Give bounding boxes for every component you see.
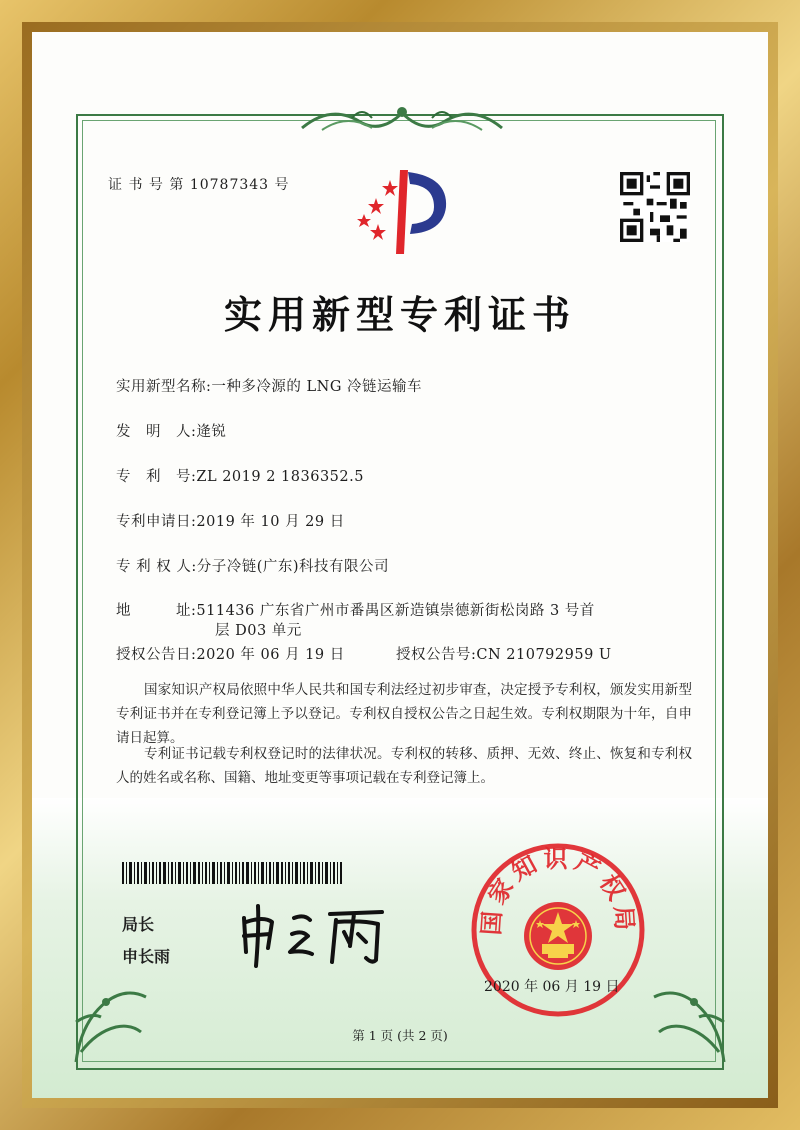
body-paragraph-1: 国家知识产权局依照中华人民共和国专利法经过初步审查，决定授予专利权，颁发实用新型专利证书并在专利登记簿上予以登记。专利权自授权公告之日起生效。专利权期限为十年，自申请日起算。 — [116, 682, 692, 746]
director-name: 申长雨 — [122, 947, 171, 966]
certificate-number-value: 10787343 — [189, 177, 270, 193]
filing-date-row — [116, 510, 345, 531]
grant-number-label: 授权公告号: — [396, 647, 477, 663]
grant-number-value: CN 210792959 U — [476, 647, 612, 663]
grant-number-row — [396, 643, 612, 664]
utility-model-name-value: 一种多冷源的 LNG 冷链运输车 — [211, 379, 423, 395]
seal-text: 国家知识产权局 — [477, 844, 639, 936]
filing-date-label: 专利申请日: — [116, 514, 197, 530]
page-number: 第 1 页 (共 2 页) — [352, 1028, 448, 1043]
patentee-value: 分子冷链(广东)科技有限公司 — [196, 559, 390, 575]
handwritten-signature-icon — [232, 900, 412, 970]
utility-model-name-label: 实用新型名称: — [116, 379, 212, 395]
certificate-title: 实用新型专利证书 — [223, 293, 576, 337]
qr-code-icon — [620, 172, 690, 242]
top-ornament-icon — [292, 98, 512, 138]
director-title: 局长 — [122, 915, 155, 934]
address-line-2: 层 D03 单元 — [215, 623, 302, 639]
certificate-number — [108, 174, 290, 194]
inventor-value: 逄锐 — [196, 424, 227, 440]
filing-date-value: 2019 年 10 月 29 日 — [196, 514, 345, 530]
certificate-number-label: 证 书 号 第 — [108, 177, 185, 193]
certificate-number-suffix: 号 — [274, 177, 290, 193]
grant-date-row — [116, 643, 345, 664]
patent-number-row — [116, 465, 364, 486]
grant-date-value: 2020 年 06 月 19 日 — [196, 647, 345, 663]
seal-date: 2020 年 06 月 19 日 — [484, 979, 620, 995]
cnipa-logo-icon — [338, 162, 458, 262]
patentee-row — [116, 555, 389, 576]
address-line-1: 511436 广东省广州市番禺区新造镇崇德新街松岗路 3 号首 — [196, 603, 595, 619]
address-row — [116, 599, 595, 620]
patentee-label: 专 利 权 人: — [116, 559, 197, 575]
patent-number-value: ZL 2019 2 1836352.5 — [196, 469, 364, 485]
bottom-left-ornament-icon — [66, 962, 156, 1072]
barcode-icon — [122, 862, 342, 884]
inventor-label: 发 明 人: — [116, 424, 197, 440]
grant-date-label: 授权公告日: — [116, 647, 197, 663]
utility-model-name-row — [116, 375, 422, 396]
certificate-paper — [32, 32, 768, 1098]
patent-number-label: 专 利 号: — [116, 469, 197, 485]
bottom-right-ornament-icon — [644, 962, 734, 1072]
body-paragraph-2: 专利证书记载专利权登记时的法律状况。专利权的转移、质押、无效、终止、恢复和专利权人的姓名或名称、国籍、地址变更等事项记载在专利登记簿上。 — [116, 746, 692, 786]
inventor-row — [116, 420, 226, 441]
address-label: 地 址: — [116, 603, 197, 619]
